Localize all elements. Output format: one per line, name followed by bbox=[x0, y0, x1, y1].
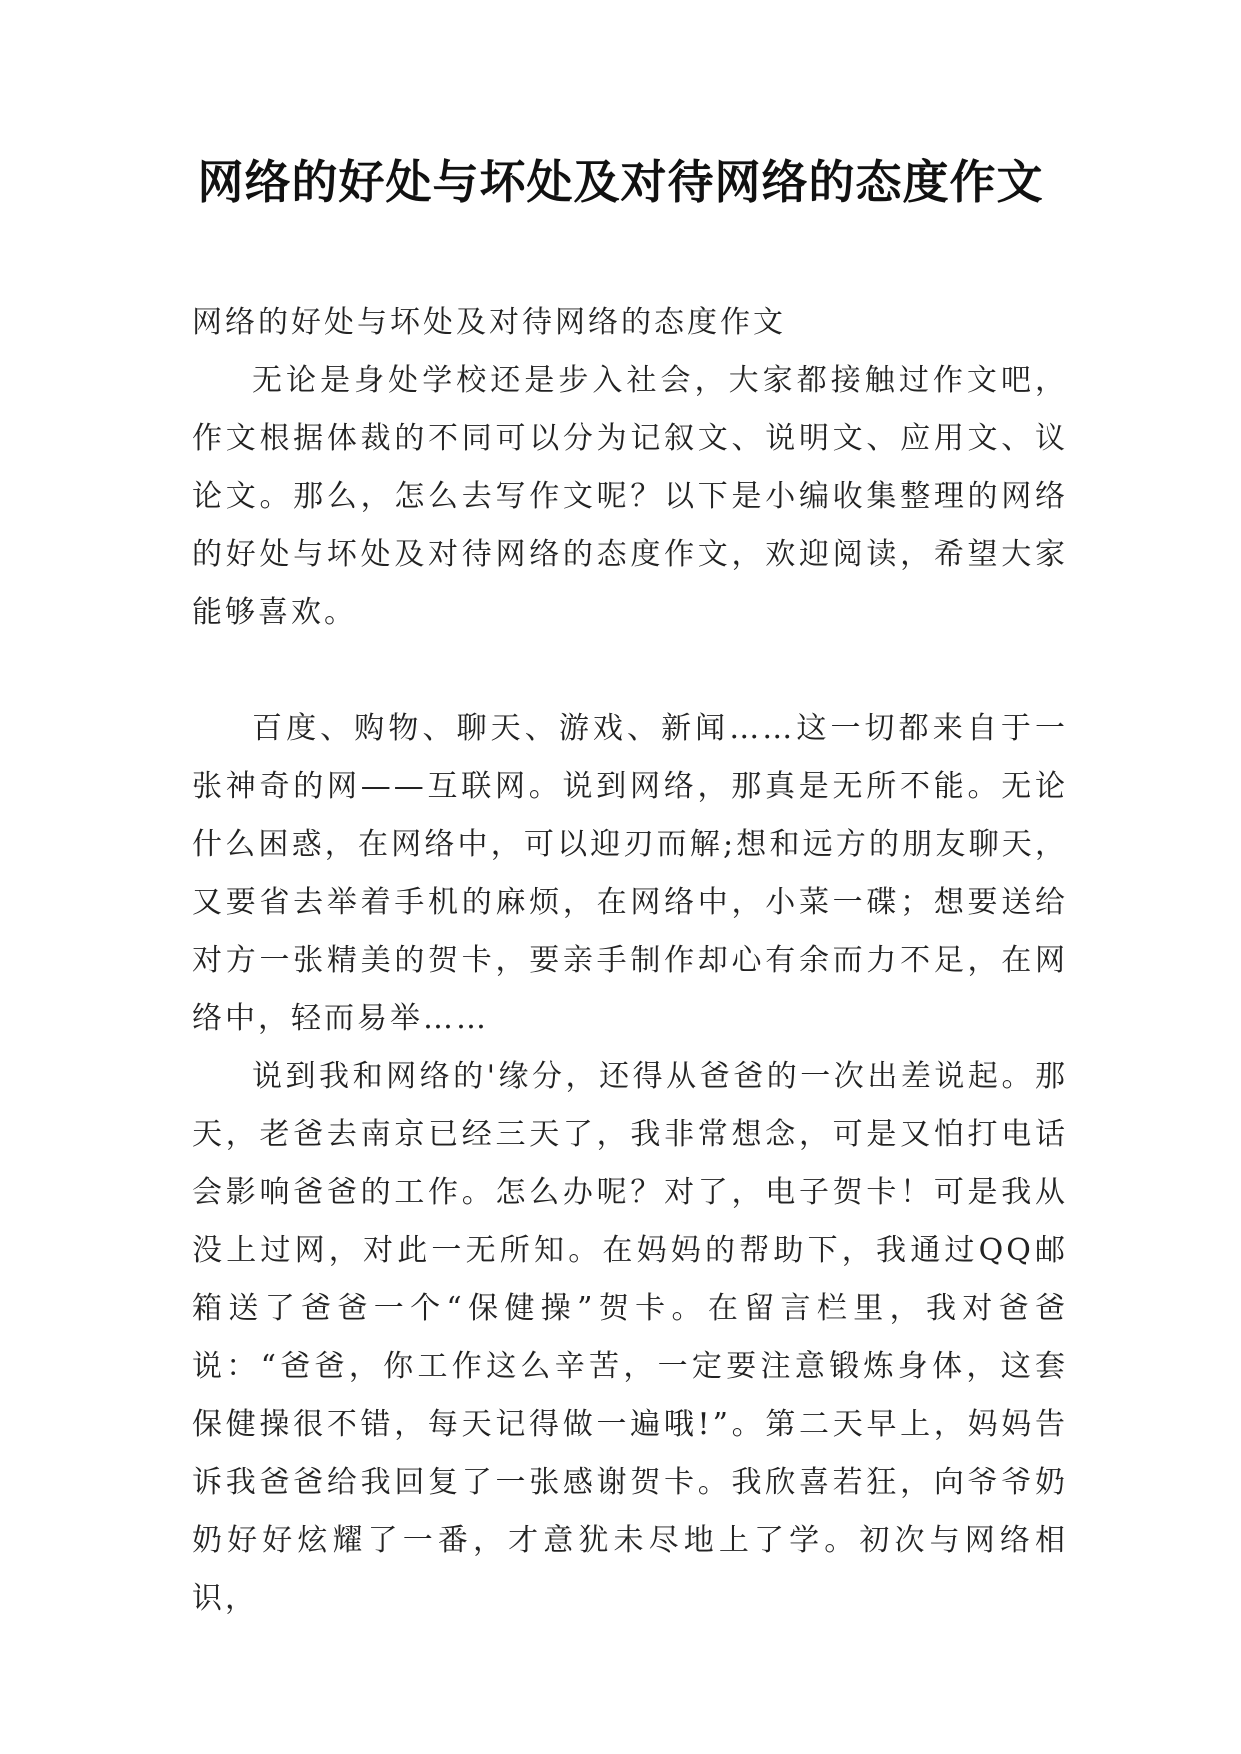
document-subtitle: 网络的好处与坏处及对待网络的态度作文 bbox=[192, 305, 786, 340]
document-title: 网络的好处与坏处及对待网络的态度作文 bbox=[197, 155, 1044, 209]
document-body bbox=[192, 294, 1068, 1628]
paragraph-spacer bbox=[192, 642, 1068, 700]
body-paragraph: 说到我和网络的'缘分，还得从爸爸的一次出差说起。那天，老爸去南京已经三天了，我非常想念，可是又怕打电话会影响爸爸的工作。怎么办呢？对了，电子贺卡！可是我从没上过网，对此一无所知。在妈妈的帮助下，我通过QQ邮箱送了爸爸一个“保健操”贺卡。在留言栏里，我对爸爸说：“爸爸，你工作这么辛苦，一定要注意锻炼身体，这套保健操很不错，每天记得做一遍哦!”。第二天早上，妈妈告诉我爸爸给我回复了一张感谢贺卡。我欣喜若狂，向爷爷奶奶好好炫耀了一番，才意犹未尽地上了学。初次与网络相识， bbox=[192, 1059, 1068, 1616]
body-paragraph: 百度、购物、聊天、游戏、新闻……这一切都来自于一张神奇的网——互联网。说到网络，那真是无所不能。无论什么困惑，在网络中，可以迎刃而解;想和远方的朋友聊天，又要省去举着手机的麻烦，在网络中，小菜一碟；想要送给对方一张精美的贺卡，要亲手制作却心有余而力不足，在网络中，轻而易举…… bbox=[192, 711, 1068, 1036]
intro-paragraph: 无论是身处学校还是步入社会，大家都接触过作文吧，作文根据体裁的不同可以分为记叙文、说明文、应用文、议论文。那么，怎么去写作文呢？以下是小编收集整理的网络的好处与坏处及对待网络的态度作文，欢迎阅读，希望大家能够喜欢。 bbox=[192, 363, 1068, 630]
